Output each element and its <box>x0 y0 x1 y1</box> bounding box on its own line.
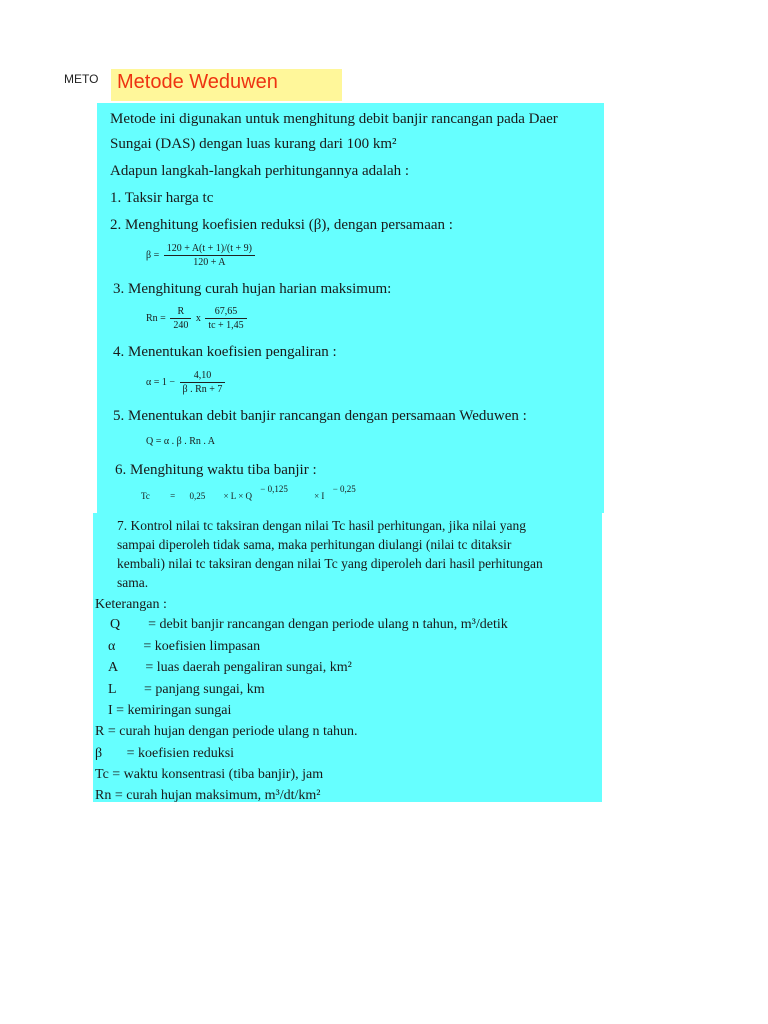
keterangan-item-i: I = kemiringan sungai <box>108 703 232 718</box>
step-7-line-1: 7. Kontrol nilai tc taksiran dengan nilai Tc hasil perhitungan, jika nilai yang <box>117 518 526 533</box>
equation-rn: Rn = $\frac{R}{240}$ x $\frac{67,65}{tc + 1,45}$ <box>146 305 249 332</box>
keterangan-heading: Keterangan : <box>95 597 167 612</box>
keterangan-item-tc: Tc = waktu konsentrasi (tiba banjir), jam <box>95 767 324 782</box>
intro-line-3: Adapun langkah-langkah perhitungannya adalah : <box>110 163 410 179</box>
doc-label: METO <box>64 72 99 86</box>
equation-q: Q = α . β . Rn . A <box>146 436 216 447</box>
step-7-line-3: kembali) nilai tc taksiran dengan nilai Tc yang diperoleh dari hasil perhitungan <box>117 556 543 571</box>
keterangan-item-r: R = curah hujan dengan periode ulang n tahun. <box>95 724 358 739</box>
step-4: 4. Menentukan koefisien pengaliran : <box>113 344 337 360</box>
step-1: 1. Taksir harga tc <box>110 190 214 206</box>
step-6: 6. Menghitung waktu tiba banjir : <box>115 462 317 478</box>
keterangan-item-l: L = panjang sungai, km <box>108 682 265 697</box>
intro-line-2: Sungai (DAS) dengan luas kurang dari 100 km² <box>110 136 397 152</box>
step-5: 5. Menentukan debit banjir rancangan dengan persamaan Weduwen : <box>113 408 527 424</box>
equation-tc: Tc = 0,25 × L × Q − 0,125 × I − 0,25 <box>141 484 356 501</box>
step-2: 2. Menghitung koefisien reduksi (β), dengan persamaan : <box>110 217 453 233</box>
intro-line-1: Metode ini digunakan untuk menghitung debit banjir rancangan pada Daer <box>110 111 558 127</box>
keterangan-item-rn: Rn = curah hujan maksimum, m³/dt/km² <box>95 788 321 803</box>
step-7-line-2: sampai diperoleh tidak sama, maka perhitungan diulangi (nilai tc ditaksir <box>117 537 512 552</box>
keterangan-item-q: Q = debit banjir rancangan dengan periode ulang n tahun, m³/detik <box>110 617 508 632</box>
equation-alpha: α = 1 − $\frac{4,10}{\beta . Rn + 7}$ <box>146 369 227 396</box>
equation-beta: β = $\frac{120 + A(t + 1)/(t + 9)}{120 + A}$ <box>146 242 257 269</box>
keterangan-item-beta: β = koefisien reduksi <box>95 746 235 761</box>
step-3: 3. Menghitung curah hujan harian maksimum: <box>113 281 392 297</box>
page-title: Metode Weduwen <box>111 69 342 101</box>
keterangan-item-a: A = luas daerah pengaliran sungai, km² <box>108 660 352 675</box>
keterangan-item-alpha: α = koefisien limpasan <box>108 639 261 654</box>
step-7-line-4: sama. <box>117 575 149 590</box>
